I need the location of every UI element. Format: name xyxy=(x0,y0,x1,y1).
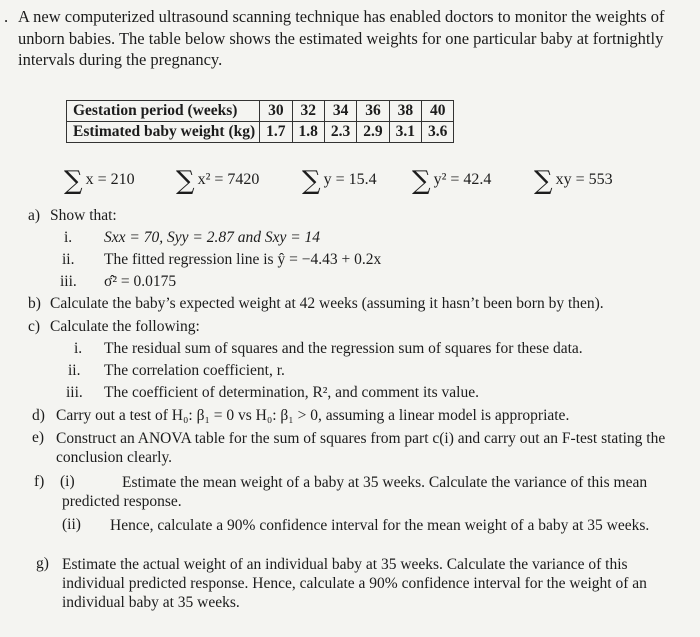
part-f-label: f) xyxy=(34,473,45,490)
part-c-i-text: The residual sum of squares and the regression sum of squares for these data. xyxy=(104,340,583,357)
sigma-icon: ∑ xyxy=(534,166,553,196)
part-a-i-text: Sxx = 70, Syy = 2.87 and Sxy = 14 xyxy=(104,229,321,246)
part-f-ii-text: Hence, calculate a 90% confidence interval for the mean weight of a baby at 35 weeks. xyxy=(110,517,650,534)
part-b-text: Calculate the baby’s expected weight at 42 weeks (assuming it hasn’t been born by then). xyxy=(50,295,604,312)
part-a-text: Show that: xyxy=(50,207,117,224)
part-c-iii-num: iii. xyxy=(66,384,83,401)
part-c-label: c) xyxy=(28,318,41,335)
table-row-weights xyxy=(67,122,454,143)
table-cell: 34 xyxy=(324,101,356,122)
part-f-ii-num: (ii) xyxy=(62,516,81,533)
weights-table xyxy=(66,100,454,143)
part-e-label: e) xyxy=(32,429,45,446)
part-f-i-text: Estimate the mean weight of a baby at 35 weeks. Calculate the variance of this mean predicted response. xyxy=(62,474,648,510)
sum-x2: ∑ x² = 7420 xyxy=(176,166,260,196)
question-bullet: . xyxy=(4,7,9,26)
part-d-text: Carry out a test of H₀: β₁ = 0 vs H₀: β₁ > 0, assuming a linear model is appropriate. xyxy=(56,407,570,424)
table-cell: 1.7 xyxy=(260,122,292,143)
part-a-ii-text: The fitted regression line is ŷ = −4.43 + 0.2x xyxy=(104,251,382,268)
sum-y2: ∑ y² = 42.4 xyxy=(412,166,492,196)
table-cell: 3.1 xyxy=(389,122,421,143)
part-a-iii-text: σ̂² = 0.0175 xyxy=(104,273,177,290)
part-g-text: Estimate the actual weight of an individual baby at 35 weeks. Calculate the variance of this individual predicted response. Hence, calculate a 90% confidence interval for the weight of an individual baby at 35 weeks. xyxy=(62,556,647,611)
table-cell: 38 xyxy=(389,101,421,122)
sigma-icon: ∑ xyxy=(302,166,321,196)
table-cell: 2.9 xyxy=(357,122,389,143)
part-c-ii-num: ii. xyxy=(68,362,81,379)
part-c-i-num: i. xyxy=(74,340,83,357)
part-f-i-num: (i) xyxy=(60,473,75,490)
part-a-i-num: i. xyxy=(64,229,73,246)
sum-xy: ∑ xy = 553 xyxy=(534,166,613,196)
table-cell: 2.3 xyxy=(324,122,356,143)
table-cell: 30 xyxy=(260,101,292,122)
part-d-label: d) xyxy=(32,407,45,424)
intro-text: A new computerized ultrasound scanning technique has enabled doctors to monitor the weights of unborn babies. The table below shows the estimated weights for one particular baby at fortnightly intervals during the pregnancy. xyxy=(18,7,665,69)
sigma-icon: ∑ xyxy=(64,166,83,196)
row-label-weeks: Gestation period (weeks) xyxy=(67,101,260,122)
part-a-label: a) xyxy=(28,207,41,224)
part-a-ii-num: ii. xyxy=(62,251,75,268)
table-cell: 32 xyxy=(292,101,324,122)
part-a-iii-num: iii. xyxy=(60,273,77,290)
sigma-icon: ∑ xyxy=(412,166,431,196)
part-c-iii-text: The coefficient of determination, R², and comment its value. xyxy=(104,384,479,401)
intro-paragraph xyxy=(4,6,684,71)
table-row-weeks xyxy=(67,101,454,122)
part-c-ii-text: The correlation coefficient, r. xyxy=(104,362,285,379)
part-c-text: Calculate the following: xyxy=(50,318,200,335)
part-g-label: g) xyxy=(36,555,49,572)
part-b-label: b) xyxy=(28,295,41,312)
sum-y: ∑ y = 15.4 xyxy=(302,166,377,196)
row-label-weight: Estimated baby weight (kg) xyxy=(67,122,260,143)
table-cell: 1.8 xyxy=(292,122,324,143)
sum-x: ∑ x = 210 xyxy=(64,166,135,196)
part-e-text: Construct an ANOVA table for the sum of squares from part c(i) and carry out an F-test stating the conclusion clearly. xyxy=(56,430,666,466)
sigma-icon: ∑ xyxy=(176,166,195,196)
table-cell: 40 xyxy=(422,101,454,122)
table-cell: 3.6 xyxy=(422,122,454,143)
table-cell: 36 xyxy=(357,101,389,122)
